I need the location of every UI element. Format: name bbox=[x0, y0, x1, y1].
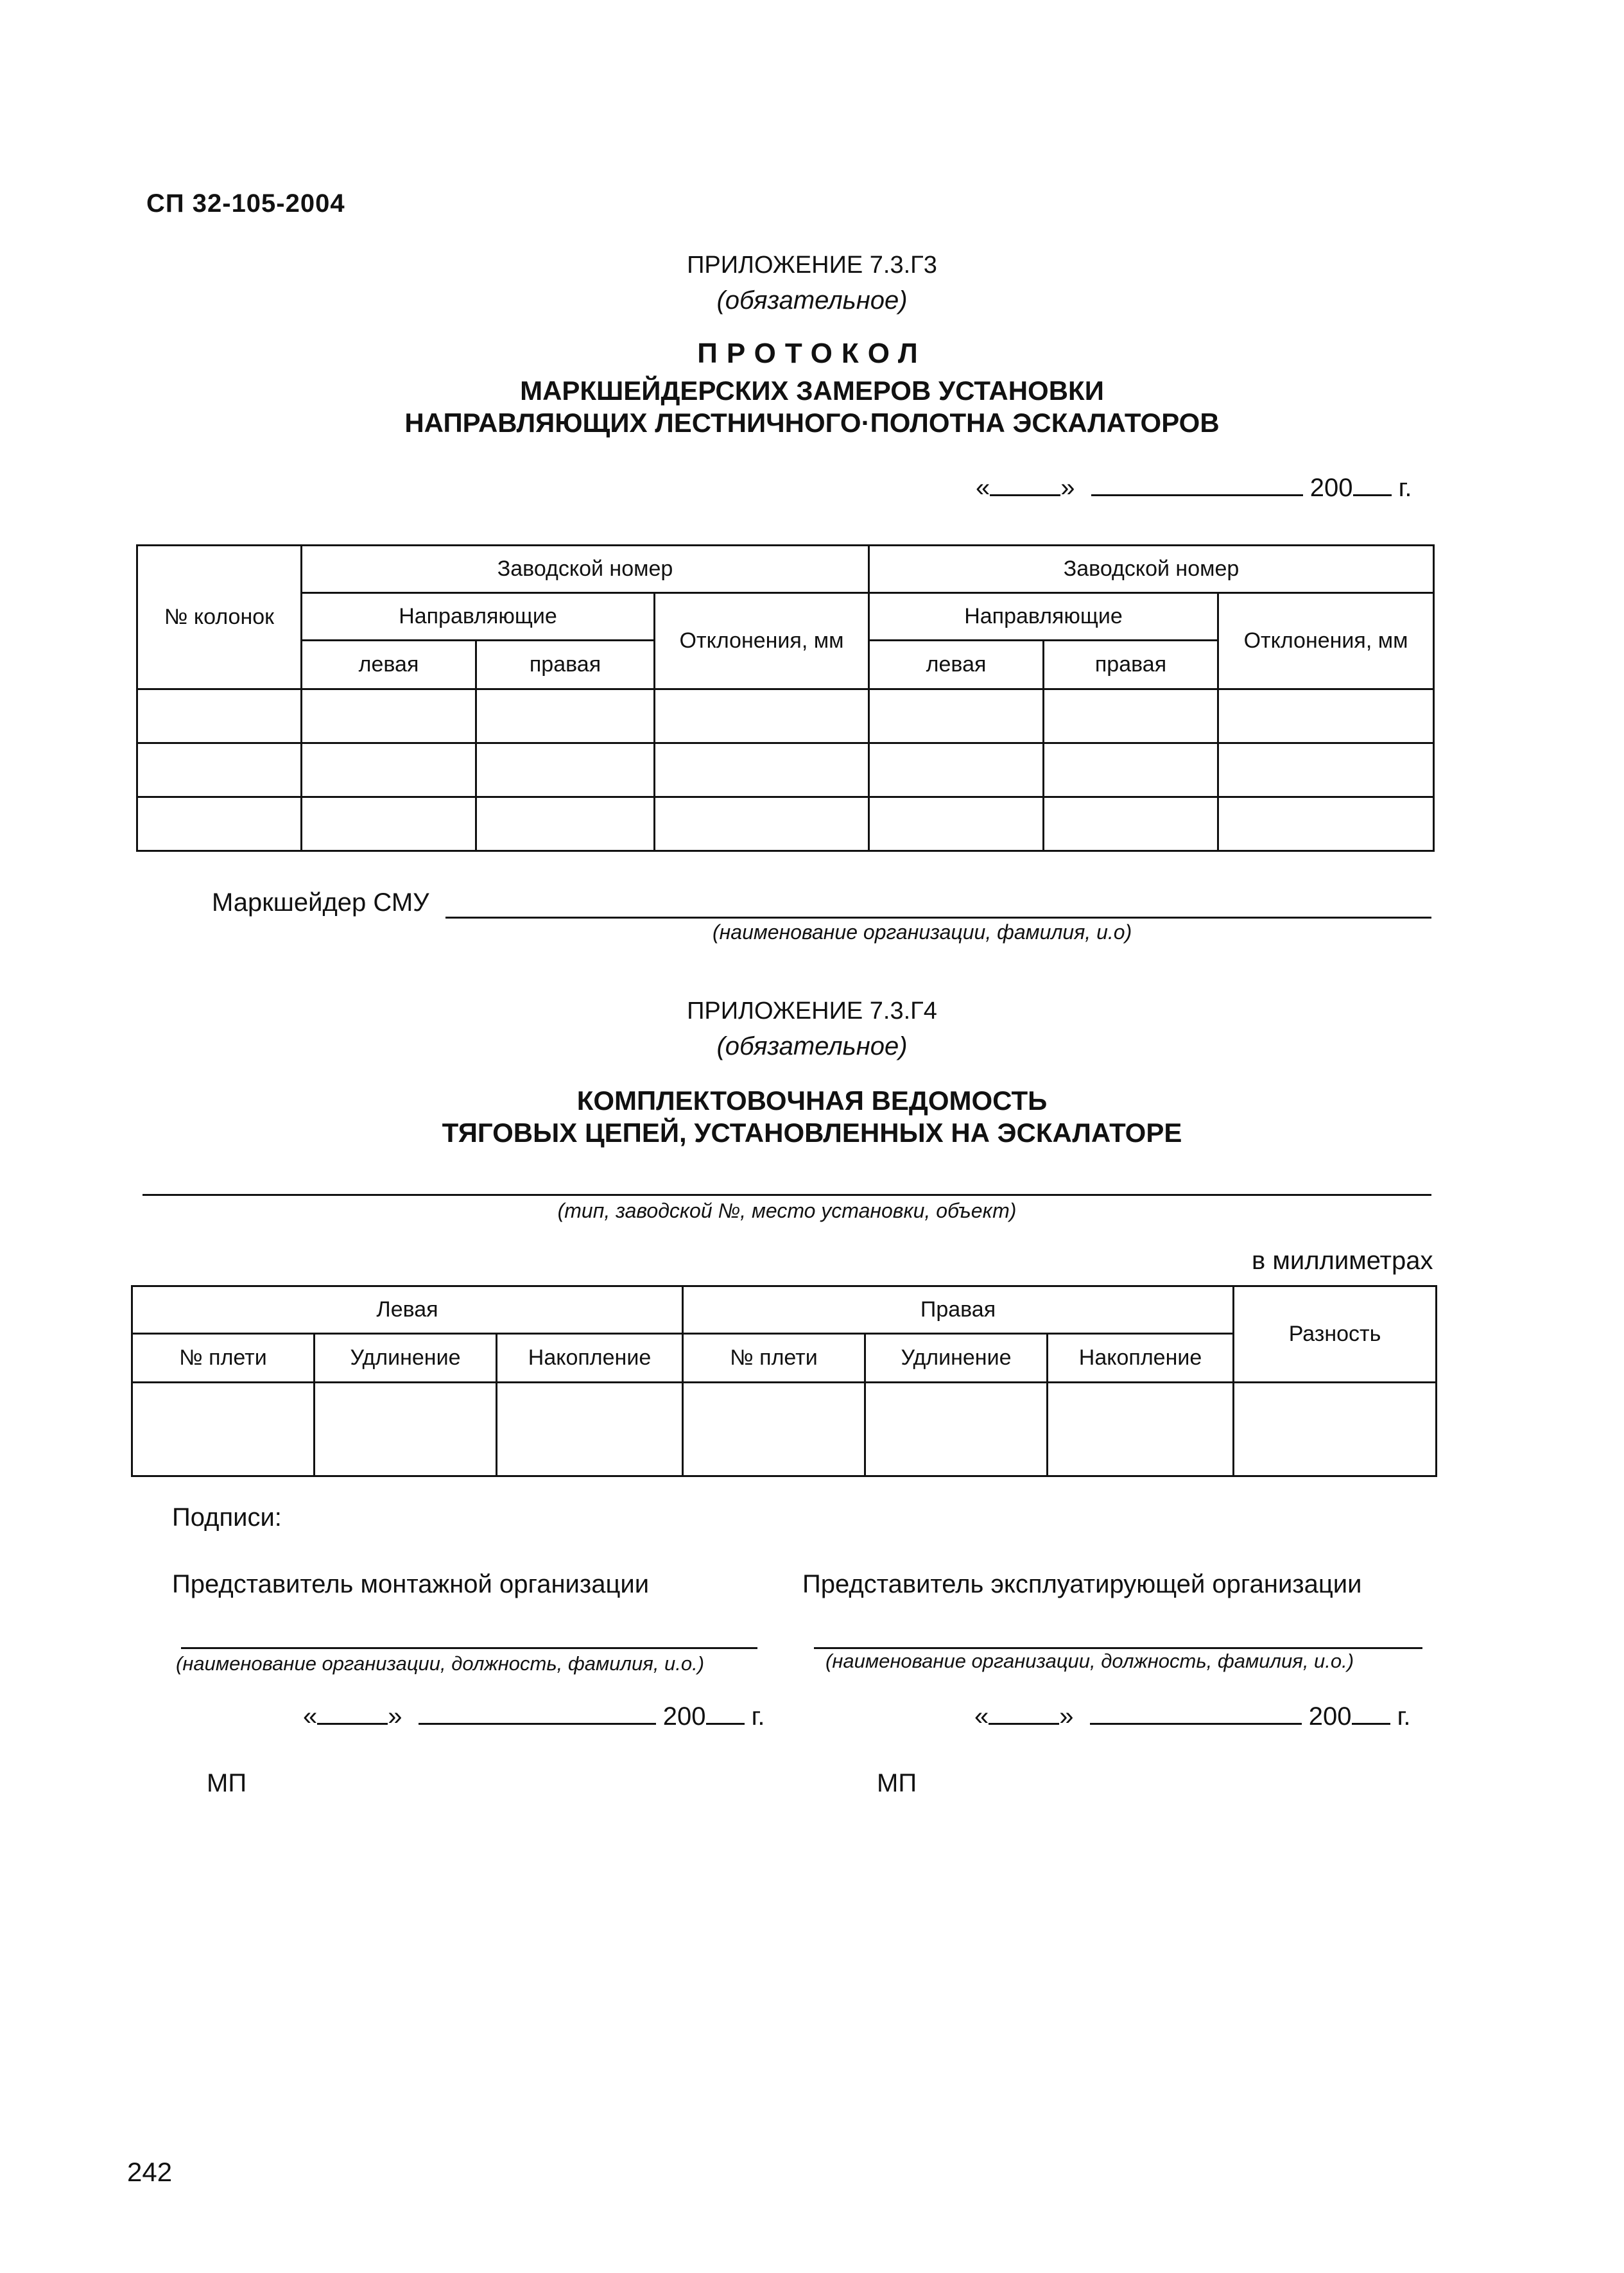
year-prefix: 200 bbox=[1309, 474, 1353, 502]
elongation-header-left: Удлинение bbox=[315, 1334, 497, 1383]
close-quote: » bbox=[1059, 1702, 1074, 1731]
table-cell[interactable] bbox=[655, 689, 869, 743]
protocol-date-line bbox=[976, 474, 1412, 503]
table-cell[interactable] bbox=[655, 797, 869, 851]
open-quote: « bbox=[976, 474, 990, 502]
left-chain-header: Левая bbox=[132, 1286, 683, 1334]
right-chain-header: Правая bbox=[683, 1286, 1234, 1334]
table-cell[interactable] bbox=[655, 743, 869, 797]
serial-number-header-b: Заводской номер bbox=[869, 546, 1434, 593]
table-row bbox=[132, 1383, 1437, 1476]
right-header-a: правая bbox=[476, 641, 655, 689]
protocol-table bbox=[136, 544, 1435, 852]
difference-header: Разность bbox=[1234, 1286, 1437, 1383]
appendix-status: (обязательное) bbox=[716, 286, 908, 315]
table-cell[interactable] bbox=[869, 797, 1044, 851]
table-cell[interactable] bbox=[476, 743, 655, 797]
operator-date-line bbox=[974, 1702, 1410, 1731]
open-quote: « bbox=[303, 1702, 318, 1731]
strand-no-header-left: № плети bbox=[132, 1334, 315, 1383]
chain-table bbox=[131, 1285, 1437, 1477]
protocol-title-word: ПРОТОКОЛ bbox=[697, 338, 927, 369]
month-blank[interactable] bbox=[1090, 1722, 1302, 1725]
table-cell[interactable] bbox=[132, 1383, 315, 1476]
table-cell[interactable] bbox=[137, 797, 302, 851]
surveyor-caption: (наименование организации, фамилия, и.о) bbox=[713, 920, 1132, 944]
table-row bbox=[137, 743, 1434, 797]
appendix-label: ПРИЛОЖЕНИЕ 7.3.Г3 bbox=[687, 252, 937, 279]
strand-no-header-right: № плети bbox=[683, 1334, 865, 1383]
table-cell[interactable] bbox=[683, 1383, 865, 1476]
deviation-header-b: Отклонения, мм bbox=[1218, 593, 1434, 689]
surveyor-signature-line[interactable] bbox=[445, 917, 1431, 919]
table-cell[interactable] bbox=[1218, 797, 1434, 851]
statement-title-line2: ТЯГОВЫХ ЦЕПЕЙ, УСТАНОВЛЕННЫХ НА ЭСКАЛАТОРЕ bbox=[442, 1118, 1182, 1148]
year-blank[interactable] bbox=[1352, 1722, 1390, 1725]
day-blank[interactable] bbox=[990, 494, 1060, 496]
close-quote: » bbox=[1060, 474, 1075, 502]
table-cell[interactable] bbox=[869, 689, 1044, 743]
table-cell[interactable] bbox=[869, 743, 1044, 797]
table-cell[interactable] bbox=[1218, 689, 1434, 743]
guides-header-a: Направляющие bbox=[302, 593, 655, 641]
statement-title-line1: КОМПЛЕКТОВОЧНАЯ ВЕДОМОСТЬ bbox=[576, 1085, 1048, 1116]
table-cell[interactable] bbox=[315, 1383, 497, 1476]
table-cell[interactable] bbox=[302, 743, 476, 797]
year-blank[interactable] bbox=[1353, 494, 1392, 496]
day-blank[interactable] bbox=[317, 1722, 388, 1725]
units-label: в миллиметрах bbox=[1252, 1247, 1433, 1275]
year-blank[interactable] bbox=[706, 1722, 745, 1725]
month-blank[interactable] bbox=[419, 1722, 656, 1725]
elongation-header-right: Удлинение bbox=[865, 1334, 1048, 1383]
table-cell[interactable] bbox=[137, 689, 302, 743]
table-cell[interactable] bbox=[476, 797, 655, 851]
year-suffix: г. bbox=[1398, 474, 1412, 502]
document-code: СП 32-105-2004 bbox=[146, 189, 345, 218]
year-prefix: 200 bbox=[1308, 1702, 1352, 1731]
appendix2-label: ПРИЛОЖЕНИЕ 7.3.Г4 bbox=[687, 998, 937, 1024]
accumulation-header-left: Накопление bbox=[497, 1334, 683, 1383]
month-blank[interactable] bbox=[1091, 494, 1303, 496]
table-cell[interactable] bbox=[1044, 689, 1218, 743]
left-header-b: левая bbox=[869, 641, 1044, 689]
table-cell[interactable] bbox=[497, 1383, 683, 1476]
surveyor-label: Маркшейдер СМУ bbox=[212, 888, 429, 917]
open-quote: « bbox=[974, 1702, 989, 1731]
installer-caption: (наименование организации, должность, фамилия, и.о.) bbox=[176, 1652, 705, 1675]
protocol-title-line2: НАПРАВЛЯЮЩИХ ЛЕСТНИЧНОГО·ПОЛОТНА ЭСКАЛАТОРОВ bbox=[404, 408, 1220, 438]
table-cell[interactable] bbox=[1044, 743, 1218, 797]
year-suffix: г. bbox=[1397, 1702, 1411, 1731]
table-cell[interactable] bbox=[137, 743, 302, 797]
installer-label: Представитель монтажной организации bbox=[172, 1570, 650, 1598]
installer-stamp: МП bbox=[207, 1769, 247, 1797]
table-cell[interactable] bbox=[476, 689, 655, 743]
table-cell[interactable] bbox=[1044, 797, 1218, 851]
installer-date-line bbox=[303, 1702, 764, 1731]
table-cell[interactable] bbox=[865, 1383, 1048, 1476]
right-header-b: правая bbox=[1044, 641, 1218, 689]
close-quote: » bbox=[388, 1702, 402, 1731]
operator-stamp: МП bbox=[877, 1769, 917, 1797]
table-row bbox=[137, 797, 1434, 851]
operator-caption: (наименование организации, должность, фамилия, и.о.) bbox=[825, 1650, 1354, 1672]
table-cell[interactable] bbox=[302, 689, 476, 743]
table-cell[interactable] bbox=[1218, 743, 1434, 797]
page-number: 242 bbox=[127, 2157, 173, 2187]
year-prefix: 200 bbox=[662, 1702, 706, 1731]
day-blank[interactable] bbox=[989, 1722, 1059, 1725]
operator-label: Представитель эксплуатирующей организации bbox=[802, 1570, 1362, 1598]
appendix2-status: (обязательное) bbox=[716, 1032, 908, 1060]
object-caption: (тип, заводской №, место установки, объект) bbox=[557, 1199, 1017, 1222]
table-cell[interactable] bbox=[302, 797, 476, 851]
column-number-header: № колонок bbox=[137, 546, 302, 689]
signatures-title: Подписи: bbox=[172, 1503, 282, 1532]
year-suffix: г. bbox=[751, 1702, 765, 1731]
table-row bbox=[137, 689, 1434, 743]
operator-signature-line[interactable] bbox=[814, 1647, 1422, 1649]
object-line[interactable] bbox=[143, 1194, 1431, 1196]
left-header-a: левая bbox=[302, 641, 476, 689]
accumulation-header-right: Накопление bbox=[1048, 1334, 1234, 1383]
protocol-title-line1: МАРКШЕЙДЕРСКИХ ЗАМЕРОВ УСТАНОВКИ bbox=[520, 376, 1104, 406]
serial-number-header-a: Заводской номер bbox=[302, 546, 869, 593]
guides-header-b: Направляющие bbox=[869, 593, 1218, 641]
table-cell[interactable] bbox=[1048, 1383, 1234, 1476]
table-cell[interactable] bbox=[1234, 1383, 1437, 1476]
deviation-header-a: Отклонения, мм bbox=[655, 593, 869, 689]
installer-signature-line[interactable] bbox=[181, 1647, 757, 1649]
